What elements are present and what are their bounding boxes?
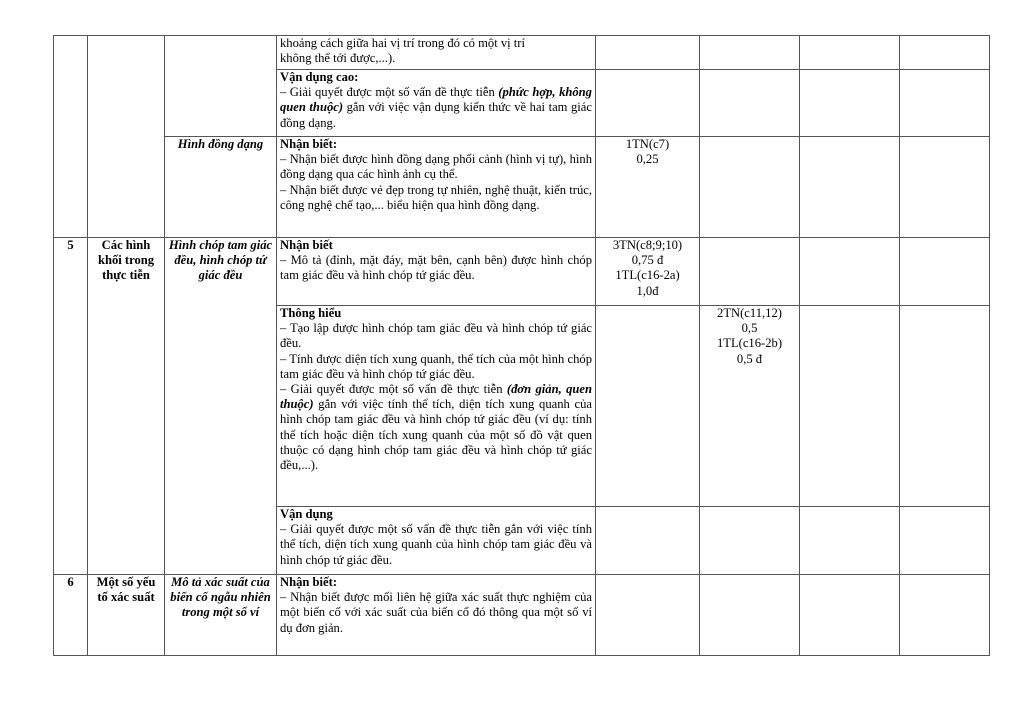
vd-count-cell (800, 575, 900, 656)
nb-count-cell (596, 507, 700, 575)
requirement-text: – Giải quyết được một số vấn đề thực tiễn (280, 85, 499, 100)
requirement-text: gắn với việc tính thể tích, diện tích xung quanh của hình chóp tam giác đều và hình chóp tứ giác đều (ví dụ: tính thể tích hoặc diện tích xung quanh của một số đồ vật quen thuộc có dạng hình chóp tam giác đều và hình chóp tứ giác đều,...). (280, 397, 592, 473)
requirement-bullet: – Nhận biết được vẻ đẹp trong tự nhiên, nghệ thuật, kiến trúc, công nghệ chế tạo,... biểu hiện qua hình đồng dạng. (280, 182, 592, 212)
requirement-line: khoảng cách giữa hai vị trí trong đó có một vị trí (280, 36, 526, 50)
table-row (54, 238, 990, 306)
count-line: 2TN(c11,12) (717, 306, 782, 320)
requirement-cell (277, 238, 596, 306)
count-line: 3TN(c8;9;10) (612, 238, 683, 252)
table-row (54, 137, 990, 238)
vdc-count-cell (900, 575, 990, 656)
requirement-bullet: – Mô tả (đỉnh, mặt đáy, mặt bên, cạnh bên) được hình chóp tam giác đều và hình chóp tứ giác đều. (280, 253, 592, 283)
th-count-cell (700, 36, 800, 70)
requirement-bullet: – Tính được diện tích xung quanh, thể tích của một hình chóp tam giác đều và hình chóp tứ giác đều. (280, 351, 592, 381)
vd-count-cell (800, 306, 900, 507)
requirement-cell (277, 70, 596, 137)
specification-table (53, 35, 990, 656)
vdc-count-cell (900, 36, 990, 70)
count-line: 1TL(c16-2a) (615, 268, 680, 283)
vd-count-cell (800, 507, 900, 575)
row-number-cell: 5 (54, 238, 88, 575)
unit-cell: Hình chóp tam giác đều, hình chóp tứ giác đều (165, 238, 277, 575)
count-line: 0,25 (636, 152, 659, 167)
requirement-emphasis: (đơn giản, quen thuộc) (280, 382, 592, 412)
row-number-cell: 6 (54, 575, 88, 656)
nb-count-cell (596, 36, 700, 70)
level-heading: Nhận biết: (280, 137, 338, 151)
vd-count-cell (800, 238, 900, 306)
requirement-emphasis: (phức hợp, không quen thuộc) (280, 85, 592, 115)
vd-count-cell (800, 36, 900, 70)
requirement-cell (277, 507, 596, 575)
row-number-cell (54, 36, 88, 238)
requirement-cell (277, 137, 596, 238)
count-line: 0,5 đ (736, 351, 763, 366)
requirement-bullet: – Tạo lập được hình chóp tam giác đều và hình chóp tứ giác đều. (280, 321, 592, 351)
table-row (54, 36, 990, 70)
vdc-count-cell (900, 306, 990, 507)
unit-cell: Mô tả xác suất của biến cố ngẫu nhiên trong một số ví (165, 575, 277, 656)
th-count-cell (700, 575, 800, 656)
topic-cell (88, 36, 165, 238)
unit-cell (165, 36, 277, 137)
nb-count-cell (596, 137, 700, 238)
th-count-cell (700, 238, 800, 306)
th-count-cell (700, 306, 800, 507)
count-line: 1TN(c7) (625, 137, 670, 151)
requirement-bullet: – Giải quyết được một số vấn đề thực tiễn gắn với việc tính thể tích, diện tích xung quanh của hình chóp tam giác đều và hình chóp tứ giác đều. (280, 522, 592, 567)
nb-count-cell (596, 575, 700, 656)
th-count-cell (700, 507, 800, 575)
requirement-line: không thể tới được,...). (280, 51, 396, 66)
requirement-cell (277, 306, 596, 507)
requirement-bullet: – Nhận biết được mối liên hệ giữa xác suất thực nghiệm của một biến cố với xác suất của biến cố đó thông qua một số ví dụ đơn giản. (280, 590, 592, 635)
level-heading: Vận dụng cao: (280, 70, 359, 84)
vdc-count-cell (900, 507, 990, 575)
vd-count-cell (800, 70, 900, 137)
level-heading: Nhận biết: (280, 575, 338, 589)
count-line: 0,75 đ (631, 253, 664, 268)
requirement-text: – Giải quyết được một số vấn đề thực tiễn (280, 382, 507, 397)
level-heading: Thông hiểu (280, 306, 342, 320)
requirement-cell (277, 36, 596, 70)
requirement-text: gắn với việc vận dụng kiến thức về hai tam giác đồng dạng. (280, 100, 592, 130)
unit-cell: Hình đồng dạng (165, 137, 277, 238)
count-line: 0,5 (741, 321, 758, 336)
vdc-count-cell (900, 137, 990, 238)
level-heading: Vận dụng (280, 507, 333, 521)
level-heading: Nhận biết (280, 238, 333, 252)
nb-count-cell (596, 238, 700, 306)
table-row (54, 575, 990, 656)
count-line: 1TL(c16-2b) (716, 336, 783, 351)
nb-count-cell (596, 306, 700, 507)
requirement-cell (277, 575, 596, 656)
th-count-cell (700, 137, 800, 238)
nb-count-cell (596, 70, 700, 137)
topic-cell: Một số yếu tố xác suất (88, 575, 165, 656)
th-count-cell (700, 70, 800, 137)
count-line: 1,0đ (636, 283, 659, 298)
vdc-count-cell (900, 238, 990, 306)
topic-cell: Các hình khối trong thực tiễn (88, 238, 165, 575)
vdc-count-cell (900, 70, 990, 137)
vd-count-cell (800, 137, 900, 238)
requirement-bullet: – Nhận biết được hình đồng dạng phối cảnh (hình vị tự), hình đồng dạng qua các hình ảnh cụ thể. (280, 152, 592, 182)
